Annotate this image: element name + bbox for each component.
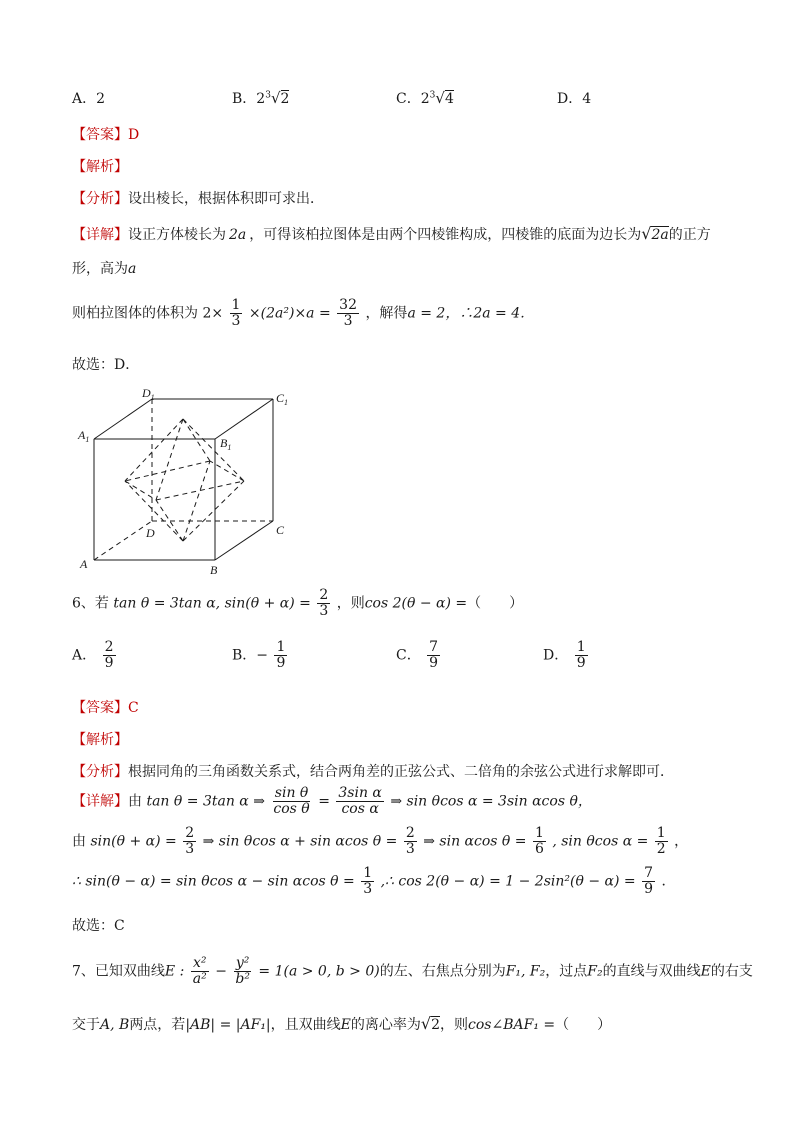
- frac-num: 1: [534, 825, 544, 841]
- q7-line2: 交于A, B两点，若|AB| = |AF₁|，且双曲线E的离心率为√2，则cos∠BAF₁ =（ ）: [72, 1014, 612, 1033]
- math-var: E: [700, 963, 711, 980]
- detail-text: 则柏拉图体的体积为: [72, 305, 198, 322]
- q5-fenxi: [72, 188, 324, 208]
- label-c: C: [276, 523, 285, 537]
- stem-text: 两点，若: [129, 1017, 186, 1033]
- math-expr: 2×: [202, 305, 224, 322]
- stem-text: 的右支: [710, 963, 753, 980]
- oct-edge: [183, 419, 244, 481]
- q6-fenxi: [72, 761, 674, 781]
- frac-num: sin θ: [274, 785, 309, 801]
- q6-option-c: [396, 640, 442, 671]
- frac-num: 7: [429, 639, 439, 655]
- detail-text: 的正方: [668, 227, 711, 243]
- frac-den: 9: [104, 655, 114, 671]
- q5-analysis-tag: 【解析】: [72, 159, 128, 175]
- frac-den: 3: [319, 603, 329, 619]
- option-label: B．: [232, 91, 257, 107]
- root-index: 3: [265, 90, 271, 101]
- label-c1: $C_1$: [276, 391, 289, 407]
- cube-octahedron-figure: [70, 384, 300, 576]
- frac-num: x²: [192, 955, 207, 971]
- math-expr: cos∠BAF₁ =: [468, 1017, 556, 1033]
- oct-edge: [156, 419, 183, 500]
- fenxi-text: 根据同角的三角函数关系式，结合两角差的正弦公式、二倍角的余弦公式进行求解即可．: [128, 764, 674, 780]
- frac-den: cos θ: [273, 801, 310, 817]
- math-sqrt: 2: [431, 1017, 441, 1033]
- frac-den: 9: [429, 655, 439, 671]
- math-expr: ,∴ cos 2(θ − α) = 1 − 2sin²(θ − α) =: [380, 873, 636, 890]
- label-b1: $B_1$: [220, 436, 232, 452]
- math-var: 2a: [229, 227, 247, 243]
- option-label: C．: [396, 647, 421, 664]
- q6-option-a: [72, 640, 118, 671]
- q5-answer: [72, 124, 139, 144]
- math-var: F₂: [587, 963, 603, 980]
- math-expr: tan θ = 3tan α, sin(θ + α) =: [113, 595, 311, 612]
- option-label: A．: [72, 647, 97, 664]
- oct-edge: [183, 461, 210, 541]
- frac-den: 3: [231, 313, 241, 329]
- q5-option-b: B．$2^3√2$: [232, 89, 290, 107]
- option-label: D．: [543, 647, 569, 664]
- q6-answer: [72, 697, 139, 717]
- frac-den: cos α: [341, 801, 379, 817]
- math-expr: ⇒ sin αcos θ =: [423, 833, 527, 850]
- frac-num: 2: [185, 825, 195, 841]
- frac-den: 3: [185, 841, 195, 857]
- stem-text: ，则: [440, 1017, 469, 1033]
- oct-edge: [156, 481, 244, 500]
- q6-option-d: [543, 640, 590, 671]
- detail-text: 由: [128, 793, 142, 810]
- oct-edge: [156, 500, 183, 541]
- detail-text: ．: [661, 873, 676, 890]
- math-expr: ⇒ sin θcos α = 3sin αcos θ，: [390, 793, 592, 810]
- frac-num: 2: [405, 825, 415, 841]
- q6-choose: 故选：C: [72, 918, 125, 934]
- question-number: 7、已知双曲线: [72, 963, 165, 980]
- frac-den: 6: [534, 841, 544, 857]
- oct-edge: [125, 481, 156, 500]
- math-var: a: [128, 261, 137, 277]
- label-d: D: [146, 526, 155, 540]
- fenxi-tag: 【分析】: [72, 191, 128, 207]
- frac-num: 1: [363, 865, 373, 881]
- frac-den: 3: [363, 881, 373, 897]
- label-a1: $A_1$: [78, 428, 90, 444]
- answer-tag: 【答案】: [72, 127, 128, 143]
- stem-text: 的直线与双曲线: [602, 963, 701, 980]
- math-expr: sin(θ + α) =: [90, 833, 177, 850]
- q5-detail-line2: [72, 258, 136, 278]
- frac-den: 9: [276, 655, 286, 671]
- math-expr: tan θ = 3tan α ⇒: [146, 793, 265, 810]
- oct-edge: [125, 419, 183, 481]
- detail-text: ，解得: [365, 305, 408, 322]
- q5-option-d: [557, 88, 591, 108]
- fenxi-tag: 【分析】: [72, 764, 128, 780]
- frac-num: y²: [235, 955, 250, 971]
- detail-tag: 【详解】: [72, 227, 128, 243]
- question-number: 6、若: [72, 595, 109, 612]
- q6-stem: [72, 588, 523, 619]
- option-value: 4: [582, 91, 592, 107]
- math-expr: , sin θcos α =: [552, 833, 649, 850]
- math-expr: ∴ sin(θ − α) = sin θcos α − sin αcos θ =: [72, 873, 355, 890]
- frac-den: a²: [192, 971, 207, 987]
- q5-volume-line: [72, 298, 534, 329]
- q6-detail-line3: [72, 866, 675, 897]
- math-expr: ⇒ sin θcos α + sin αcos θ =: [202, 833, 398, 850]
- math-expr: cos 2(θ − α) =: [364, 595, 468, 612]
- q6-analysis-tag: 【解析】: [72, 732, 128, 748]
- stem-text: 的离心率为: [350, 1017, 421, 1033]
- edge-bc: [215, 521, 273, 560]
- frac-den: 3: [405, 841, 415, 857]
- math-var: F₁, F₂: [505, 963, 546, 980]
- detail-text: ，可得该柏拉图体是由两个四棱锥构成，四棱锥的底面为边长为: [249, 227, 642, 243]
- frac-num: 2: [319, 587, 329, 603]
- fenxi-text: 设出棱长，根据体积即可求出．: [128, 191, 324, 207]
- frac-num: 32: [339, 297, 357, 313]
- option-radicand: 2: [280, 91, 290, 107]
- detail-text: ，: [674, 833, 689, 850]
- option-label: B．: [232, 647, 257, 664]
- frac-den: b²: [235, 971, 250, 987]
- q5-option-c: C．$2^3√4$: [396, 89, 454, 107]
- option-label: A．: [72, 91, 97, 107]
- label-a: A: [80, 557, 88, 571]
- q5-option-a: [72, 88, 105, 108]
- math-eq: =: [318, 793, 330, 810]
- label-b: B: [210, 563, 218, 576]
- frac-num: 1: [276, 639, 286, 655]
- math-op: −: [215, 963, 227, 980]
- stem-paren: （ ）: [555, 1017, 612, 1033]
- q7-line1: [72, 956, 753, 987]
- frac-num: 1: [656, 825, 666, 841]
- frac-num: 7: [644, 865, 653, 881]
- edge-b1c1: [215, 399, 273, 439]
- option-value: 2: [96, 91, 106, 107]
- detail-tag: 【详解】: [72, 793, 128, 810]
- answer-tag: 【答案】: [72, 700, 128, 716]
- oct-edge: [183, 481, 244, 541]
- option-sign: −: [256, 647, 269, 664]
- frac-den: 9: [576, 655, 586, 671]
- stem-text: ，且双曲线: [270, 1017, 341, 1033]
- math-var: E: [340, 1017, 351, 1033]
- frac-num: 1: [231, 297, 241, 313]
- frac-num: 3sin α: [338, 785, 382, 801]
- frac-num: 1: [576, 639, 586, 655]
- q6-detail-line2: [72, 826, 688, 857]
- frac-den: 2: [656, 841, 666, 857]
- detail-text: 设正方体棱长为: [128, 227, 226, 243]
- frac-den: 9: [644, 881, 653, 897]
- option-coef: 2: [420, 91, 430, 107]
- option-label: C．: [396, 91, 421, 107]
- q6-option-b: [232, 640, 289, 671]
- frac-den: 3: [343, 313, 353, 329]
- math-expr: ×(2a²)×a =: [248, 305, 331, 322]
- stem-text: 的左、右焦点分别为: [379, 963, 506, 980]
- option-label: D．: [557, 91, 583, 107]
- detail-text: 由: [72, 833, 86, 850]
- answer-value: D: [128, 127, 140, 143]
- oct-edge: [183, 419, 210, 461]
- stem-text: ，过点: [545, 963, 588, 980]
- edge-ad-hidden: [94, 521, 152, 560]
- option-coef: 2: [256, 91, 266, 107]
- q6-detail-line1: [72, 786, 592, 817]
- stem-text: ，则: [336, 595, 365, 612]
- q5-detail-line1: 【详解】设正方体棱长为 2a ，可得该柏拉图体是由两个四棱锥构成，四棱锥的底面为边长为√2a的正方: [72, 224, 711, 243]
- detail-text: 形，高为: [72, 261, 128, 277]
- stem-paren: （ ）: [467, 595, 524, 612]
- edge-a1d1: [94, 399, 152, 439]
- answer-value: C: [128, 700, 139, 716]
- option-radicand: 4: [444, 91, 454, 107]
- stem-text: 交于: [72, 1017, 100, 1033]
- q5-choose: 故选：D．: [72, 357, 140, 373]
- root-index: 3: [429, 90, 436, 101]
- frac-num: 2: [104, 639, 114, 655]
- label-d1: $D_1$: [142, 386, 155, 402]
- math-var: A, B: [100, 1017, 130, 1033]
- math-expr: |AB| = |AF₁|: [185, 1017, 271, 1033]
- math-var: E :: [164, 963, 185, 980]
- math-expr: a = 2，∴2a = 4．: [407, 305, 535, 322]
- math-expr: = 1(a > 0, b > 0): [258, 963, 380, 980]
- math-sqrt: 2a: [651, 227, 669, 243]
